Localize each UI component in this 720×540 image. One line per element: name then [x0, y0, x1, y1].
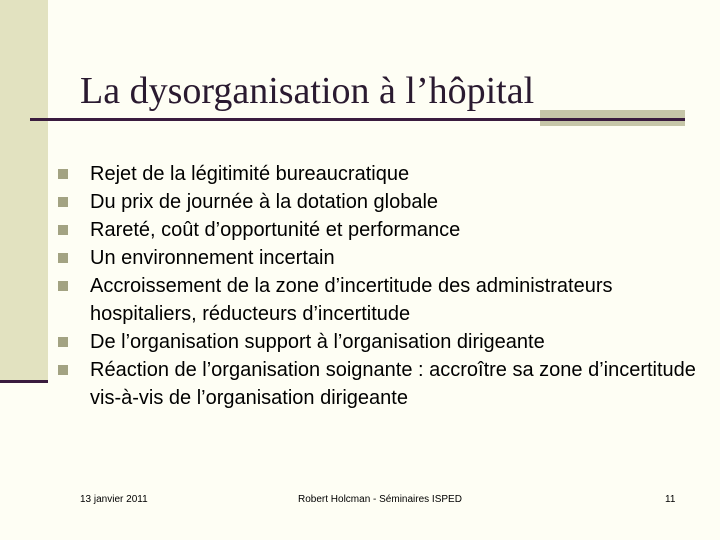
bullet-item — [58, 216, 698, 244]
square-bullet-icon — [58, 169, 68, 179]
left-accent-band — [0, 0, 48, 383]
square-bullet-icon — [58, 281, 68, 291]
bullet-text: Rareté, coût d’opportunité et performance — [90, 219, 461, 241]
bullet-text: Rejet de la légitimité bureaucratique — [90, 163, 410, 185]
square-bullet-icon — [58, 365, 68, 375]
bullet-item — [58, 244, 698, 272]
bullet-text: De l’organisation support à l’organisation dirigeante — [90, 331, 545, 353]
bullet-text: Du prix de journée à la dotation globale — [90, 191, 439, 213]
square-bullet-icon — [58, 253, 68, 263]
bullet-text: Accroissement de la zone d’incertitude des administrateurs hospitaliers, réducteurs d’incertitude — [90, 275, 613, 325]
square-bullet-icon — [58, 337, 68, 347]
square-bullet-icon — [58, 225, 68, 235]
bullet-text: Un environnement incertain — [90, 247, 335, 269]
bullet-item — [58, 328, 698, 356]
footer-author: Robert Holcman - Séminaires ISPED — [298, 494, 462, 505]
bullet-item — [58, 272, 698, 328]
bullet-text: Réaction de l’organisation soignante : accroître sa zone d’incertitude vis-à-vis de l’organisation dirigeante — [90, 359, 696, 409]
left-accent-line — [0, 380, 48, 383]
bullet-item — [58, 356, 698, 412]
title-rule — [30, 118, 685, 121]
footer-date: 13 janvier 2011 — [80, 494, 148, 505]
bullet-list — [58, 160, 698, 412]
bullet-item — [58, 160, 698, 188]
bullet-item — [58, 188, 698, 216]
square-bullet-icon — [58, 197, 68, 207]
slide-number: 11 — [665, 494, 676, 505]
slide-title: La dysorganisation à l’hôpital — [80, 70, 535, 113]
